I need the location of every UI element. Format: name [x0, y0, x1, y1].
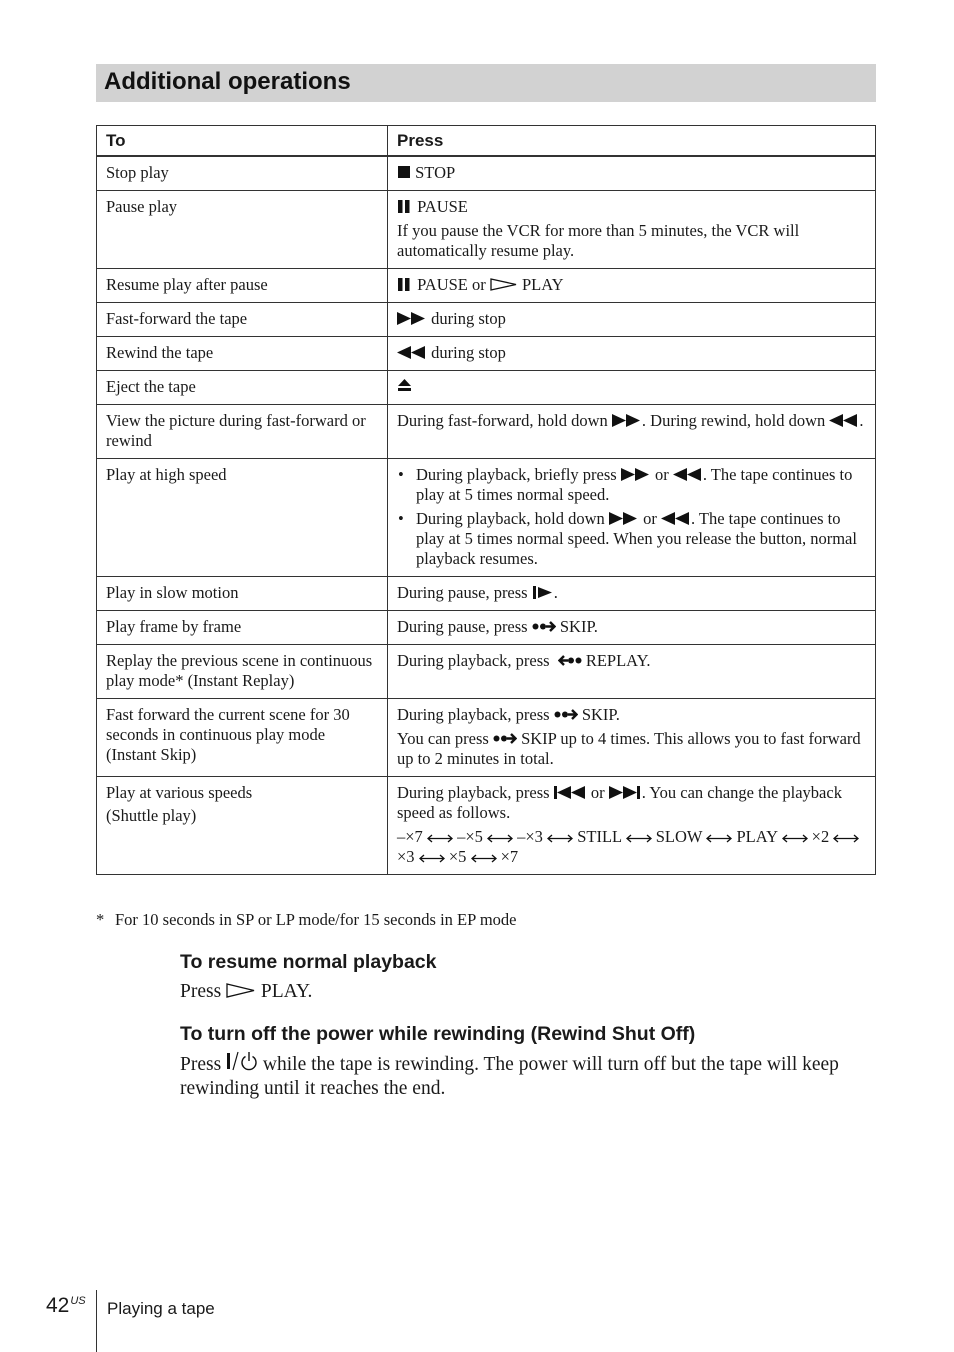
slow-text-1: During pause, press — [397, 583, 528, 602]
ff-label: during stop — [431, 309, 506, 328]
frame-text-1: During pause, press — [397, 617, 528, 636]
page-title: Additional operations — [104, 68, 351, 95]
two-way-arrow-icon — [706, 834, 732, 843]
high-b1-text-2: or — [654, 465, 669, 484]
row-shuttle-press — [388, 777, 876, 875]
high-speed-list — [397, 465, 866, 569]
fast-forward-icon — [621, 468, 651, 481]
shuttle-to-2: (Shuttle play) — [106, 806, 197, 825]
rewind-icon — [829, 414, 859, 427]
footnote-marker: * — [96, 910, 105, 929]
skip-text-4: SKIP up to 4 times. This allows you to fast forward up to 2 minutes in total. — [397, 729, 861, 768]
rewind-off-heading: To turn off the power while rewinding (Rewind Shut Off) — [180, 1023, 696, 1045]
page-number-suffix: US — [70, 1295, 86, 1307]
play-icon — [226, 983, 256, 998]
eject-icon — [397, 378, 413, 393]
operations-table — [96, 125, 876, 875]
list-item — [397, 465, 866, 505]
table-row — [97, 699, 876, 777]
view-text-1: During fast-forward, hold down — [397, 411, 608, 430]
shuttle-speed-sequence — [397, 827, 866, 867]
rewind-off-text-1: Press — [180, 1054, 222, 1075]
replay-icon — [558, 654, 582, 667]
rewind-shut-off-section — [180, 1022, 880, 1101]
resume-play-label: PLAY — [522, 275, 564, 294]
table-row — [97, 269, 876, 303]
resume-text-2: PLAY. — [260, 981, 313, 1002]
high-b1-text-3: . The tape continues to play at 5 times normal speed. — [416, 465, 853, 504]
next-icon — [609, 786, 642, 799]
page-number-value: 42 — [46, 1294, 70, 1317]
row-rew-to: Rewind the tape — [97, 337, 388, 371]
row-stop-to: Stop play — [97, 156, 388, 191]
speed-step: ×7 — [500, 847, 519, 866]
fast-forward-icon — [397, 312, 427, 325]
row-resume-to: Resume play after pause — [97, 269, 388, 303]
speed-step: ×5 — [448, 847, 467, 866]
rewind-off-instruction — [180, 1051, 880, 1101]
rewind-icon — [661, 512, 691, 525]
row-frame-press — [388, 611, 876, 645]
shuttle-to-1: Play at various speeds — [106, 783, 253, 802]
row-pause-press — [388, 191, 876, 269]
column-header-press: Press — [388, 126, 876, 157]
footer-divider — [96, 1290, 97, 1352]
list-item — [397, 509, 866, 569]
resume-instruction — [180, 980, 436, 1004]
pause-note: If you pause the VCR for more than 5 minutes, the VCR will automatically resume play. — [397, 221, 800, 260]
skip-icon — [493, 732, 517, 745]
two-way-arrow-icon — [833, 834, 859, 843]
two-way-arrow-icon — [487, 834, 513, 843]
row-high-press — [388, 459, 876, 577]
table-row — [97, 191, 876, 269]
footnote — [96, 910, 516, 930]
two-way-arrow-icon — [419, 854, 445, 863]
skip-text-1: During playback, press — [397, 705, 550, 724]
replay-text-1: During playback, press — [397, 651, 550, 670]
rewind-icon — [673, 468, 703, 481]
table-row — [97, 611, 876, 645]
high-b1-text-1: During playback, briefly press — [416, 465, 617, 484]
row-replay-to: Replay the previous scene in continuous play mode* (Instant Replay) — [97, 645, 388, 699]
frame-text-2: SKIP. — [559, 617, 598, 636]
section-title-bar — [96, 64, 876, 102]
footer-section-label: Playing a tape — [107, 1299, 215, 1318]
view-text-3: . — [859, 411, 864, 430]
row-high-to: Play at high speed — [97, 459, 388, 577]
row-skip-press — [388, 699, 876, 777]
speed-step: SLOW — [655, 827, 703, 846]
row-stop-press — [388, 156, 876, 191]
fast-forward-icon — [609, 512, 639, 525]
rewind-off-text-2: while the tape is rewinding. The power will turn off but the tape will keep rewinding until it reaches the end. — [180, 1054, 839, 1099]
pause-icon — [397, 200, 413, 213]
table-row — [97, 777, 876, 875]
two-way-arrow-icon — [547, 834, 573, 843]
row-ff-to: Fast-forward the tape — [97, 303, 388, 337]
footnote-text: For 10 seconds in SP or LP mode/for 15 seconds in EP mode — [115, 910, 517, 929]
table-row — [97, 156, 876, 191]
speed-step: STILL — [577, 827, 622, 846]
pause-icon — [397, 278, 413, 291]
replay-text-2: REPLAY. — [585, 651, 651, 670]
skip-icon — [554, 708, 578, 721]
table-row — [97, 459, 876, 577]
table-header-row — [97, 126, 876, 157]
resume-heading: To resume normal playback — [180, 951, 437, 973]
row-shuttle-to — [97, 777, 388, 875]
row-replay-press — [388, 645, 876, 699]
two-way-arrow-icon — [626, 834, 652, 843]
table-row — [97, 577, 876, 611]
skip-text-2: SKIP. — [581, 705, 620, 724]
row-slow-to: Play in slow motion — [97, 577, 388, 611]
two-way-arrow-icon — [471, 854, 497, 863]
shuttle-text-3: . You can change the playback speed as follows. — [397, 783, 842, 822]
column-header-to: To — [97, 126, 388, 157]
shuttle-text-2: or — [590, 783, 605, 802]
speed-step: –×3 — [517, 827, 543, 846]
table-row — [97, 337, 876, 371]
two-way-arrow-icon — [782, 834, 808, 843]
speed-step: ×2 — [811, 827, 830, 846]
row-ff-press — [388, 303, 876, 337]
slow-text-2: . — [553, 583, 558, 602]
row-frame-to: Play frame by frame — [97, 611, 388, 645]
stop-icon — [397, 166, 411, 179]
table-row — [97, 371, 876, 405]
rew-label: during stop — [431, 343, 506, 362]
slow-play-icon — [532, 586, 554, 599]
resume-pause-label: PAUSE or — [417, 275, 486, 294]
table-row — [97, 645, 876, 699]
high-b2-text-2: or — [643, 509, 657, 528]
row-eject-to: Eject the tape — [97, 371, 388, 405]
table-row — [97, 303, 876, 337]
pause-label: PAUSE — [417, 197, 468, 216]
high-b2-text-3: . The tape continues to play at 5 times normal speed. When you release the button, normal playback resumes. — [416, 509, 857, 568]
row-slow-press — [388, 577, 876, 611]
view-text-2: . During rewind, hold down — [641, 411, 826, 430]
stop-label: STOP — [415, 163, 456, 182]
two-way-arrow-icon — [427, 834, 453, 843]
row-rew-press — [388, 337, 876, 371]
page-number — [46, 1294, 86, 1318]
speed-step: PLAY — [736, 827, 778, 846]
skip-text-3: You can press — [397, 729, 489, 748]
high-b2-text-1: During playback, hold down — [416, 509, 605, 528]
row-view-press — [388, 405, 876, 459]
row-view-to: View the picture during fast-forward or rewind — [97, 405, 388, 459]
row-resume-press — [388, 269, 876, 303]
speed-step: ×3 — [397, 847, 415, 866]
rewind-icon — [397, 346, 427, 359]
speed-step: –×5 — [457, 827, 483, 846]
play-icon — [490, 278, 518, 291]
row-eject-press — [388, 371, 876, 405]
skip-icon — [532, 620, 556, 633]
power-icon — [226, 1051, 258, 1071]
row-skip-to: Fast forward the current scene for 30 seconds in continuous play mode (Instant Skip) — [97, 699, 388, 777]
shuttle-text-1: During playback, press — [397, 783, 550, 802]
speed-step: –×7 — [397, 827, 423, 846]
table-row — [97, 405, 876, 459]
previous-icon — [554, 786, 587, 799]
resume-text-1: Press — [180, 981, 222, 1002]
resume-normal-playback-section — [180, 950, 436, 1004]
row-pause-to: Pause play — [97, 191, 388, 269]
fast-forward-icon — [612, 414, 642, 427]
